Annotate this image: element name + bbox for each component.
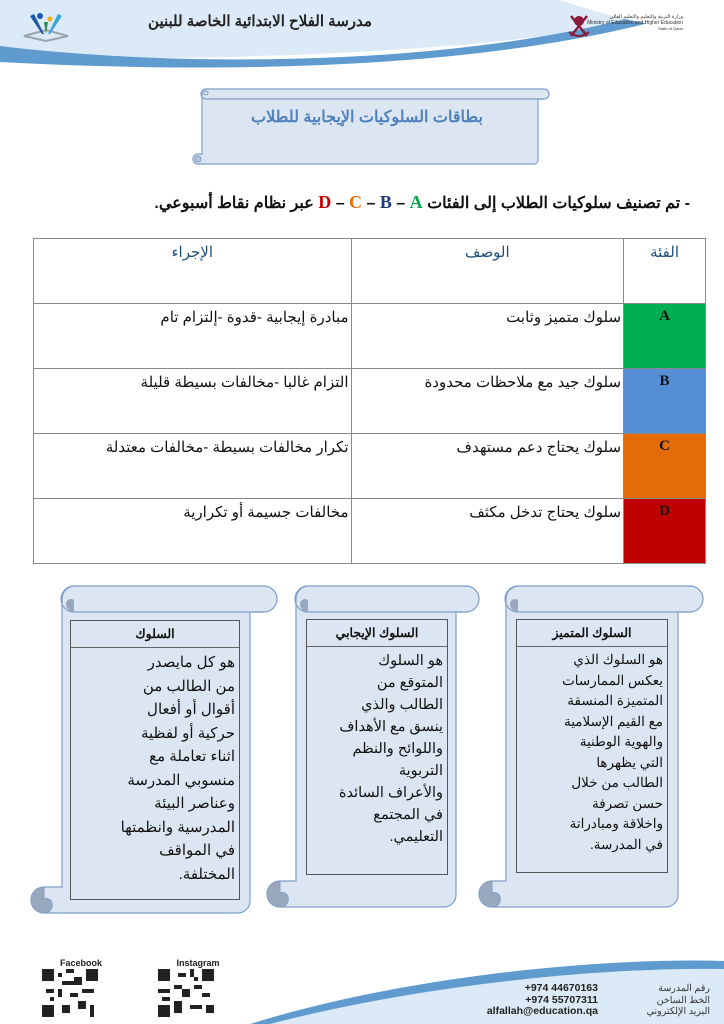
card-line: واللوائح والنظم bbox=[352, 741, 443, 757]
card-title: السلوك المتميز bbox=[517, 620, 667, 647]
intro-suffix: عبر نظام نقاط أسبوعي. bbox=[154, 195, 319, 212]
card-line: في المجتمع bbox=[373, 807, 443, 823]
card-body bbox=[71, 648, 239, 886]
card-line: أقوال أو أفعال bbox=[147, 701, 235, 718]
card-line: المدرسية وانظمتها bbox=[120, 818, 235, 836]
card-line: والهوية الوطنية bbox=[579, 734, 663, 749]
intro-prefix: - تم تصنيف سلوكيات الطلاب إلى الفئات bbox=[422, 195, 690, 212]
card-line: من الطالب من bbox=[142, 677, 235, 695]
categories-table bbox=[33, 238, 706, 564]
hotline-label: الخط الساخن bbox=[656, 994, 710, 1006]
table-row bbox=[34, 499, 706, 564]
category-cell: D bbox=[624, 499, 706, 564]
page-footer bbox=[0, 955, 724, 1024]
letter-b: B bbox=[379, 192, 392, 212]
card-line: المتميزة المنسقة bbox=[567, 693, 663, 708]
header-description: الوصف bbox=[351, 239, 624, 304]
action-cell: تكرار مخالفات بسيطة -مخالفات معتدلة bbox=[34, 434, 352, 499]
card-line: واخلاقة ومبادراتة bbox=[569, 816, 663, 831]
letter-a: A bbox=[409, 192, 423, 212]
separator: – bbox=[331, 195, 350, 212]
contact-labels bbox=[610, 983, 710, 1018]
table-row bbox=[34, 304, 706, 369]
card-line: الطالب من خلال bbox=[571, 775, 663, 790]
card-line: المختلفة. bbox=[178, 865, 235, 883]
school-phone[interactable]: +974 44670163 bbox=[524, 982, 598, 994]
card-line: منسوبي المدرسة bbox=[127, 771, 235, 789]
table-row bbox=[34, 369, 706, 434]
card-line: هو كل مايصدر bbox=[147, 654, 235, 671]
card-line: وعناصر البيئة bbox=[154, 795, 235, 812]
separator: – bbox=[362, 195, 380, 212]
title-scroll-banner bbox=[192, 86, 550, 168]
card-line: ينسق مع الأهداف bbox=[339, 719, 443, 735]
intro-text bbox=[40, 192, 690, 213]
card-line: التربوية bbox=[398, 763, 443, 779]
page-header bbox=[0, 0, 724, 75]
card-content-box bbox=[306, 619, 448, 875]
card-line: اثناء تعاملة مع bbox=[149, 748, 235, 765]
description-cell: سلوك جيد مع ملاحظات محدودة bbox=[351, 369, 624, 434]
ministry-logo bbox=[565, 12, 715, 40]
action-cell: مبادرة إيجابية -قدوة -إلتزام تام bbox=[34, 304, 352, 369]
letter-c: C bbox=[349, 192, 363, 212]
action-cell: التزام غالبا -مخالفات بسيطة قليلة bbox=[34, 369, 352, 434]
card-line: حركية أو لفظية bbox=[140, 724, 235, 742]
card-behavior-definition bbox=[28, 583, 282, 923]
table-row bbox=[34, 434, 706, 499]
ministry-name-en: Ministry of Education and Higher Education bbox=[587, 20, 683, 26]
card-line: المتوقع من bbox=[376, 675, 443, 691]
facebook-qr-code[interactable] bbox=[42, 969, 98, 1017]
card-line: هو السلوك الذي bbox=[573, 652, 663, 667]
card-positive-behavior bbox=[266, 583, 484, 913]
card-content-box bbox=[516, 619, 668, 873]
qatar-emblem-icon bbox=[565, 12, 593, 40]
header-category: الفئة bbox=[624, 239, 706, 304]
separator: – bbox=[391, 195, 410, 212]
category-cell: B bbox=[624, 369, 706, 434]
card-line: والأعراف السائدة bbox=[338, 785, 443, 801]
category-cell: A bbox=[624, 304, 706, 369]
card-line: التعليمي. bbox=[389, 829, 443, 845]
card-line: في المدرسة. bbox=[589, 836, 663, 852]
card-content-box bbox=[70, 620, 240, 900]
category-cell: C bbox=[624, 434, 706, 499]
card-line: يعكس الممارسات bbox=[562, 672, 663, 688]
card-line: هو السلوك bbox=[378, 653, 443, 669]
card-title: السلوك bbox=[71, 621, 239, 648]
action-cell: مخالفات جسيمة أو تكرارية bbox=[34, 499, 352, 564]
card-title: السلوك الإيجابي bbox=[307, 620, 447, 647]
letter-d: D bbox=[318, 192, 332, 212]
card-line: حسن تصرفة bbox=[591, 795, 663, 811]
card-line: التي يظهرها bbox=[596, 754, 663, 770]
card-line: في المواقف bbox=[159, 842, 235, 859]
facebook-label: Facebook bbox=[59, 958, 102, 968]
card-line: مع القيم الإسلامية bbox=[563, 713, 663, 729]
email-label: البريد الإلكتروني bbox=[646, 1006, 710, 1017]
school-phone-label: رقم المدرسة bbox=[658, 983, 710, 994]
page-title: بطاقات السلوكيات الإيجابية للطلاب bbox=[251, 109, 483, 126]
ministry-name-ar: وزارة التربية والتعليم والتعليم العالي bbox=[609, 14, 683, 20]
card-distinguished-behavior bbox=[478, 583, 708, 913]
instagram-qr-code[interactable] bbox=[158, 969, 214, 1017]
description-cell: سلوك يحتاج تدخل مكثف bbox=[351, 499, 624, 564]
school-name: مدرسة الفلاح الابتدائية الخاصة للبنين bbox=[148, 13, 372, 30]
contact-values bbox=[440, 983, 598, 1018]
table-header-row bbox=[34, 239, 706, 304]
card-body bbox=[307, 647, 447, 848]
hotline-phone[interactable]: +974 55707311 bbox=[525, 993, 598, 1006]
card-body bbox=[517, 647, 667, 855]
card-line: الطالب والذي bbox=[361, 697, 443, 713]
description-cell: سلوك متميز وثابت bbox=[351, 304, 624, 369]
school-logo bbox=[20, 10, 72, 44]
header-action: الإجراء bbox=[34, 239, 352, 304]
ministry-state: State of Qatar bbox=[658, 26, 683, 31]
instagram-label: Instagram bbox=[176, 958, 220, 968]
email-link[interactable]: alfallah@education.qa bbox=[486, 1005, 598, 1017]
description-cell: سلوك يحتاج دعم مستهدف bbox=[351, 434, 624, 499]
